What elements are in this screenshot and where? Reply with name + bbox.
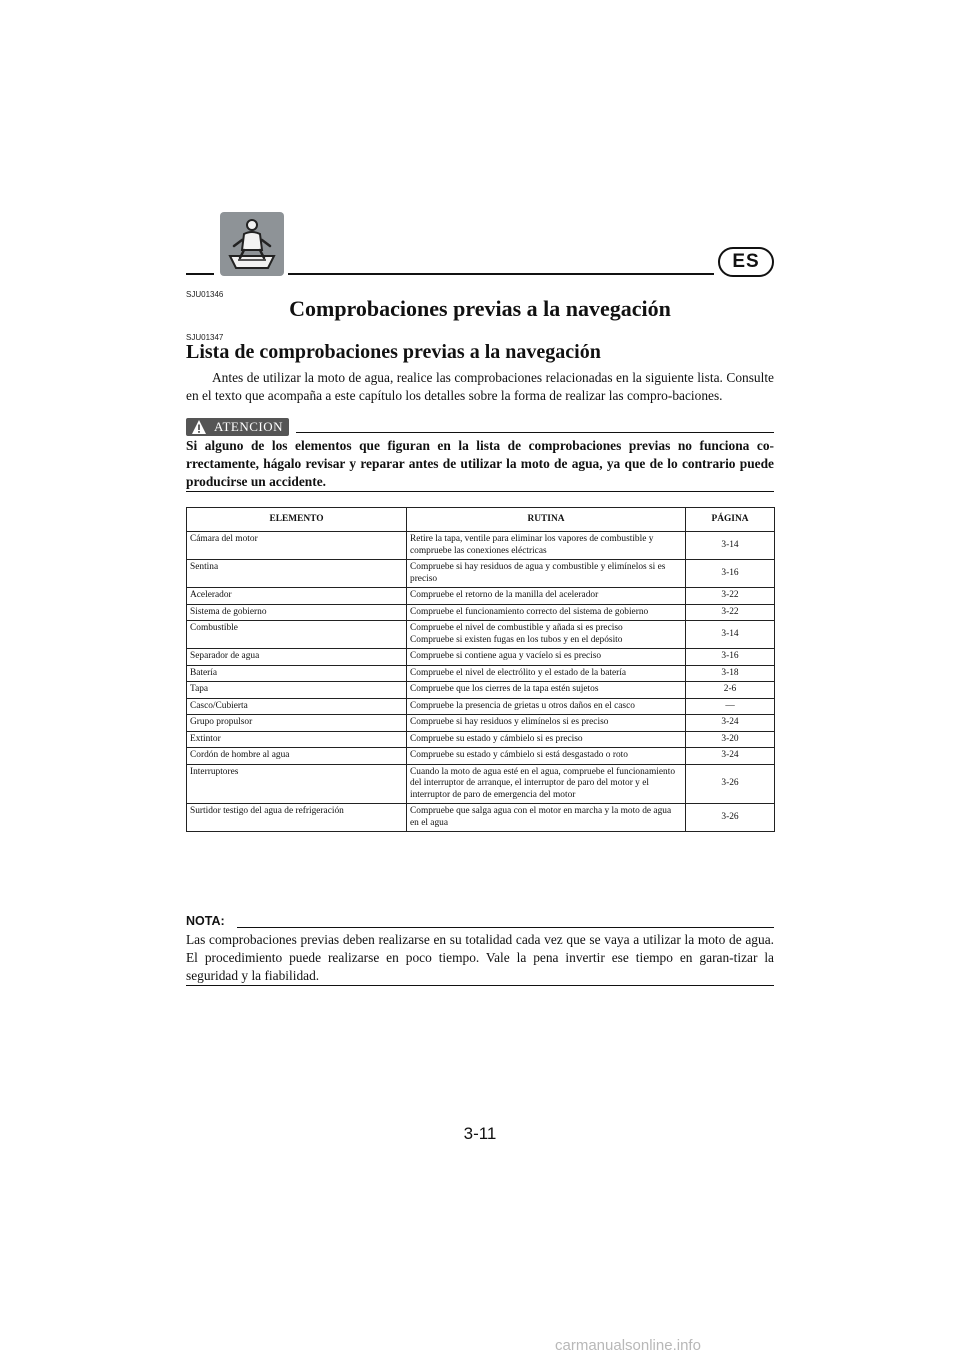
page-number: 3-11 (463, 1124, 497, 1143)
section-title: Lista de comprobaciones previas a la navegación (186, 341, 601, 363)
table-row (187, 804, 775, 832)
table-row (187, 698, 775, 715)
warning-rule (296, 432, 774, 433)
header-page: PÁGINA (686, 508, 775, 532)
table-row (187, 682, 775, 699)
table-row (187, 764, 775, 804)
item-cell: Extintor (187, 731, 407, 748)
item-cell: Cámara del motor (187, 532, 407, 560)
page-cell: 3-14 (686, 621, 775, 649)
page-cell: 3-24 (686, 715, 775, 732)
routine-cell: Compruebe si hay residuos de agua y combustible y elimínelos si es preciso (407, 560, 686, 588)
routine-cell: Compruebe el nivel de electrólito y el estado de la batería (407, 665, 686, 682)
note-rule (237, 927, 774, 928)
item-cell: Interruptores (187, 764, 407, 804)
page-cell: 2-6 (686, 682, 775, 699)
table-row (187, 588, 775, 605)
table-row (187, 731, 775, 748)
item-cell: Acelerador (187, 588, 407, 605)
intro-paragraph: Antes de utilizar la moto de agua, realice las comprobaciones relacionadas en la siguiente lista. Consulte en el texto que acompaña a este capítulo los detalles sobre la forma de realizar las compro-baciones. (186, 370, 774, 403)
table-header-row (187, 508, 775, 532)
watermark: carmanualsonline.info (555, 1337, 701, 1354)
routine-cell: Compruebe el retorno de la manilla del acelerador (407, 588, 686, 605)
routine-cell: Compruebe que los cierres de la tapa estén sujetos (407, 682, 686, 699)
item-cell: Batería (187, 665, 407, 682)
header-item: ELEMENTO (187, 508, 407, 532)
table-row (187, 665, 775, 682)
language-badge: ES (718, 247, 774, 277)
item-cell: Sistema de gobierno (187, 604, 407, 621)
routine-cell: Compruebe su estado y cámbielo si está desgastado o roto (407, 748, 686, 765)
table-row (187, 715, 775, 732)
routine-cell: Compruebe su estado y cámbielo si es preciso (407, 731, 686, 748)
warning-icon (191, 419, 207, 435)
routine-cell: Compruebe el funcionamiento correcto del sistema de gobierno (407, 604, 686, 621)
section-code: SJU01346 (186, 290, 224, 299)
table-row (187, 560, 775, 588)
routine-cell: Cuando la moto de agua esté en el agua, compruebe el funcionamiento del interruptor de arranque, el interruptor de paro del motor y el interruptor de paro de emergencia del motor (407, 764, 686, 804)
note-label: NOTA: (186, 914, 225, 928)
page-cell: 3-14 (686, 532, 775, 560)
section-code: SJU01347 (186, 333, 224, 342)
page-cell: 3-26 (686, 804, 775, 832)
table-row (187, 532, 775, 560)
page-cell: 3-16 (686, 649, 775, 666)
page-cell: 3-20 (686, 731, 775, 748)
item-cell: Grupo propulsor (187, 715, 407, 732)
page-cell: 3-22 (686, 604, 775, 621)
header-rule (288, 273, 714, 275)
item-cell: Cordón de hombre al agua (187, 748, 407, 765)
note-rule (186, 985, 774, 986)
table-row (187, 604, 775, 621)
routine-cell: Compruebe si contiene agua y vacíelo si es preciso (407, 649, 686, 666)
header-routine: RUTINA (407, 508, 686, 532)
note-text: Las comprobaciones previas deben realizarse en su totalidad cada vez que se vaya a utilizar la moto de agua. El procedimiento puede realizarse en poco tiempo. Vale la pena invertir ese tiempo en garan-tizar la seguridad y la fiabilidad. (186, 932, 774, 983)
routine-cell: Retire la tapa, ventile para eliminar los vapores de combustible y compruebe las conexiones eléctricas (407, 532, 686, 560)
table-row (187, 748, 775, 765)
warning-rule (186, 491, 774, 492)
page-cell: 3-22 (686, 588, 775, 605)
item-cell: Surtidor testigo del agua de refrigeración (187, 804, 407, 832)
item-cell: Separador de agua (187, 649, 407, 666)
routine-cell: Compruebe el nivel de combustible y añada si es preciso Compruebe si existen fugas en los tubos y en el depósito (407, 621, 686, 649)
watercraft-rider-icon (220, 212, 284, 276)
checklist-table (186, 507, 775, 832)
item-cell: Tapa (187, 682, 407, 699)
page-cell: 3-18 (686, 665, 775, 682)
page-cell: — (686, 698, 775, 715)
header-rule (186, 273, 214, 275)
routine-cell: Compruebe que salga agua con el motor en marcha y la moto de agua en el agua (407, 804, 686, 832)
routine-cell: Compruebe si hay residuos y elimínelos si es preciso (407, 715, 686, 732)
page-cell: 3-16 (686, 560, 775, 588)
routine-cell: Compruebe la presencia de grietas u otros daños en el casco (407, 698, 686, 715)
item-cell: Casco/Cubierta (187, 698, 407, 715)
page-cell: 3-24 (686, 748, 775, 765)
item-cell: Combustible (187, 621, 407, 649)
item-cell: Sentina (187, 560, 407, 588)
table-row (187, 621, 775, 649)
warning-label: ATENCION (186, 418, 289, 436)
warning-text: Si alguno de los elementos que figuran en la lista de comprobaciones previas no funciona co-rrectamente, hágalo revisar y reparar antes de utilizar la moto de agua, ya que de lo contrario puede producirse un accidente. (186, 438, 774, 489)
page-title: Comprobaciones previas a la navegación (289, 296, 671, 321)
page-cell: 3-26 (686, 764, 775, 804)
table-row (187, 649, 775, 666)
